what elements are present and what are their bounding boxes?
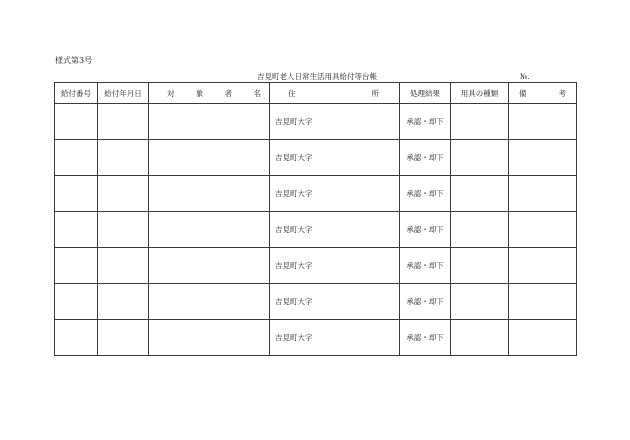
column-header-equipment-type: 用具の種類	[451, 83, 509, 104]
result-cell[interactable]: 承認・却下	[400, 104, 451, 140]
address-cell[interactable]: 吉見町大字	[270, 176, 400, 212]
column-header-address-char: 所	[371, 88, 379, 98]
subject-name-cell[interactable]	[149, 320, 270, 356]
payment-date-cell[interactable]	[98, 176, 149, 212]
payment-date-cell[interactable]	[98, 104, 149, 140]
table-row	[55, 104, 577, 140]
payment-date-cell[interactable]	[98, 284, 149, 320]
equipment-type-cell[interactable]	[451, 212, 509, 248]
table-row	[55, 140, 577, 176]
address-cell[interactable]: 吉見町大字	[270, 212, 400, 248]
payment-date-cell[interactable]	[98, 248, 149, 284]
payment-number-cell[interactable]	[55, 140, 98, 176]
notes-cell[interactable]	[509, 176, 577, 212]
column-header-address-char: 住	[288, 88, 296, 98]
payment-date-cell[interactable]	[98, 212, 149, 248]
payment-date-cell[interactable]	[98, 320, 149, 356]
equipment-type-cell[interactable]	[451, 284, 509, 320]
result-cell[interactable]: 承認・却下	[400, 140, 451, 176]
payment-date-cell[interactable]	[98, 140, 149, 176]
equipment-type-cell[interactable]	[451, 320, 509, 356]
notes-cell[interactable]	[509, 104, 577, 140]
ledger-header-row	[55, 83, 577, 104]
column-header-notes	[509, 83, 577, 104]
address-cell[interactable]: 吉見町大字	[270, 140, 400, 176]
equipment-type-cell[interactable]	[451, 104, 509, 140]
table-row	[55, 212, 577, 248]
equipment-type-cell[interactable]	[451, 176, 509, 212]
result-cell[interactable]: 承認・却下	[400, 176, 451, 212]
notes-cell[interactable]	[509, 320, 577, 356]
payment-number-cell[interactable]	[55, 212, 98, 248]
equipment-type-cell[interactable]	[451, 140, 509, 176]
payment-number-cell[interactable]	[55, 176, 98, 212]
payment-number-cell[interactable]	[55, 104, 98, 140]
payment-number-cell[interactable]	[55, 320, 98, 356]
notes-cell[interactable]	[509, 284, 577, 320]
address-cell[interactable]: 吉見町大字	[270, 320, 400, 356]
address-cell[interactable]: 吉見町大字	[270, 248, 400, 284]
subject-name-cell[interactable]	[149, 248, 270, 284]
column-header-subject-char: 象	[195, 88, 204, 98]
column-header-notes-char: 備	[519, 88, 527, 98]
ledger-table	[54, 82, 577, 356]
subject-name-cell[interactable]	[149, 284, 270, 320]
column-header-subject-char: 者	[224, 88, 233, 98]
column-header-payment-number: 給付番号	[55, 83, 98, 104]
table-row	[55, 248, 577, 284]
column-header-subject-name	[149, 83, 270, 104]
notes-cell[interactable]	[509, 140, 577, 176]
column-header-payment-date: 給付年月日	[98, 83, 149, 104]
subject-name-cell[interactable]	[149, 176, 270, 212]
ledger-title: 吉見町老人日常生活用具給付等台帳	[257, 72, 377, 81]
column-header-notes-char: 考	[558, 88, 566, 98]
result-cell[interactable]: 承認・却下	[400, 248, 451, 284]
table-row	[55, 284, 577, 320]
result-cell[interactable]: 承認・却下	[400, 284, 451, 320]
column-header-subject-char: 対	[167, 88, 175, 98]
notes-cell[interactable]	[509, 248, 577, 284]
ledger-number-label: №.	[520, 72, 530, 81]
payment-number-cell[interactable]	[55, 284, 98, 320]
equipment-type-cell[interactable]	[451, 248, 509, 284]
subject-name-cell[interactable]	[149, 140, 270, 176]
subject-name-cell[interactable]	[149, 104, 270, 140]
table-row	[55, 320, 577, 356]
payment-number-cell[interactable]	[55, 248, 98, 284]
column-header-subject-char: 名	[253, 88, 261, 98]
form-number-label: 様式第3号	[55, 56, 93, 65]
column-header-result: 処理結果	[400, 83, 451, 104]
result-cell[interactable]: 承認・却下	[400, 212, 451, 248]
table-row	[55, 176, 577, 212]
column-header-address	[270, 83, 400, 104]
notes-cell[interactable]	[509, 212, 577, 248]
address-cell[interactable]: 吉見町大字	[270, 104, 400, 140]
result-cell[interactable]: 承認・却下	[400, 320, 451, 356]
address-cell[interactable]: 吉見町大字	[270, 284, 400, 320]
subject-name-cell[interactable]	[149, 212, 270, 248]
